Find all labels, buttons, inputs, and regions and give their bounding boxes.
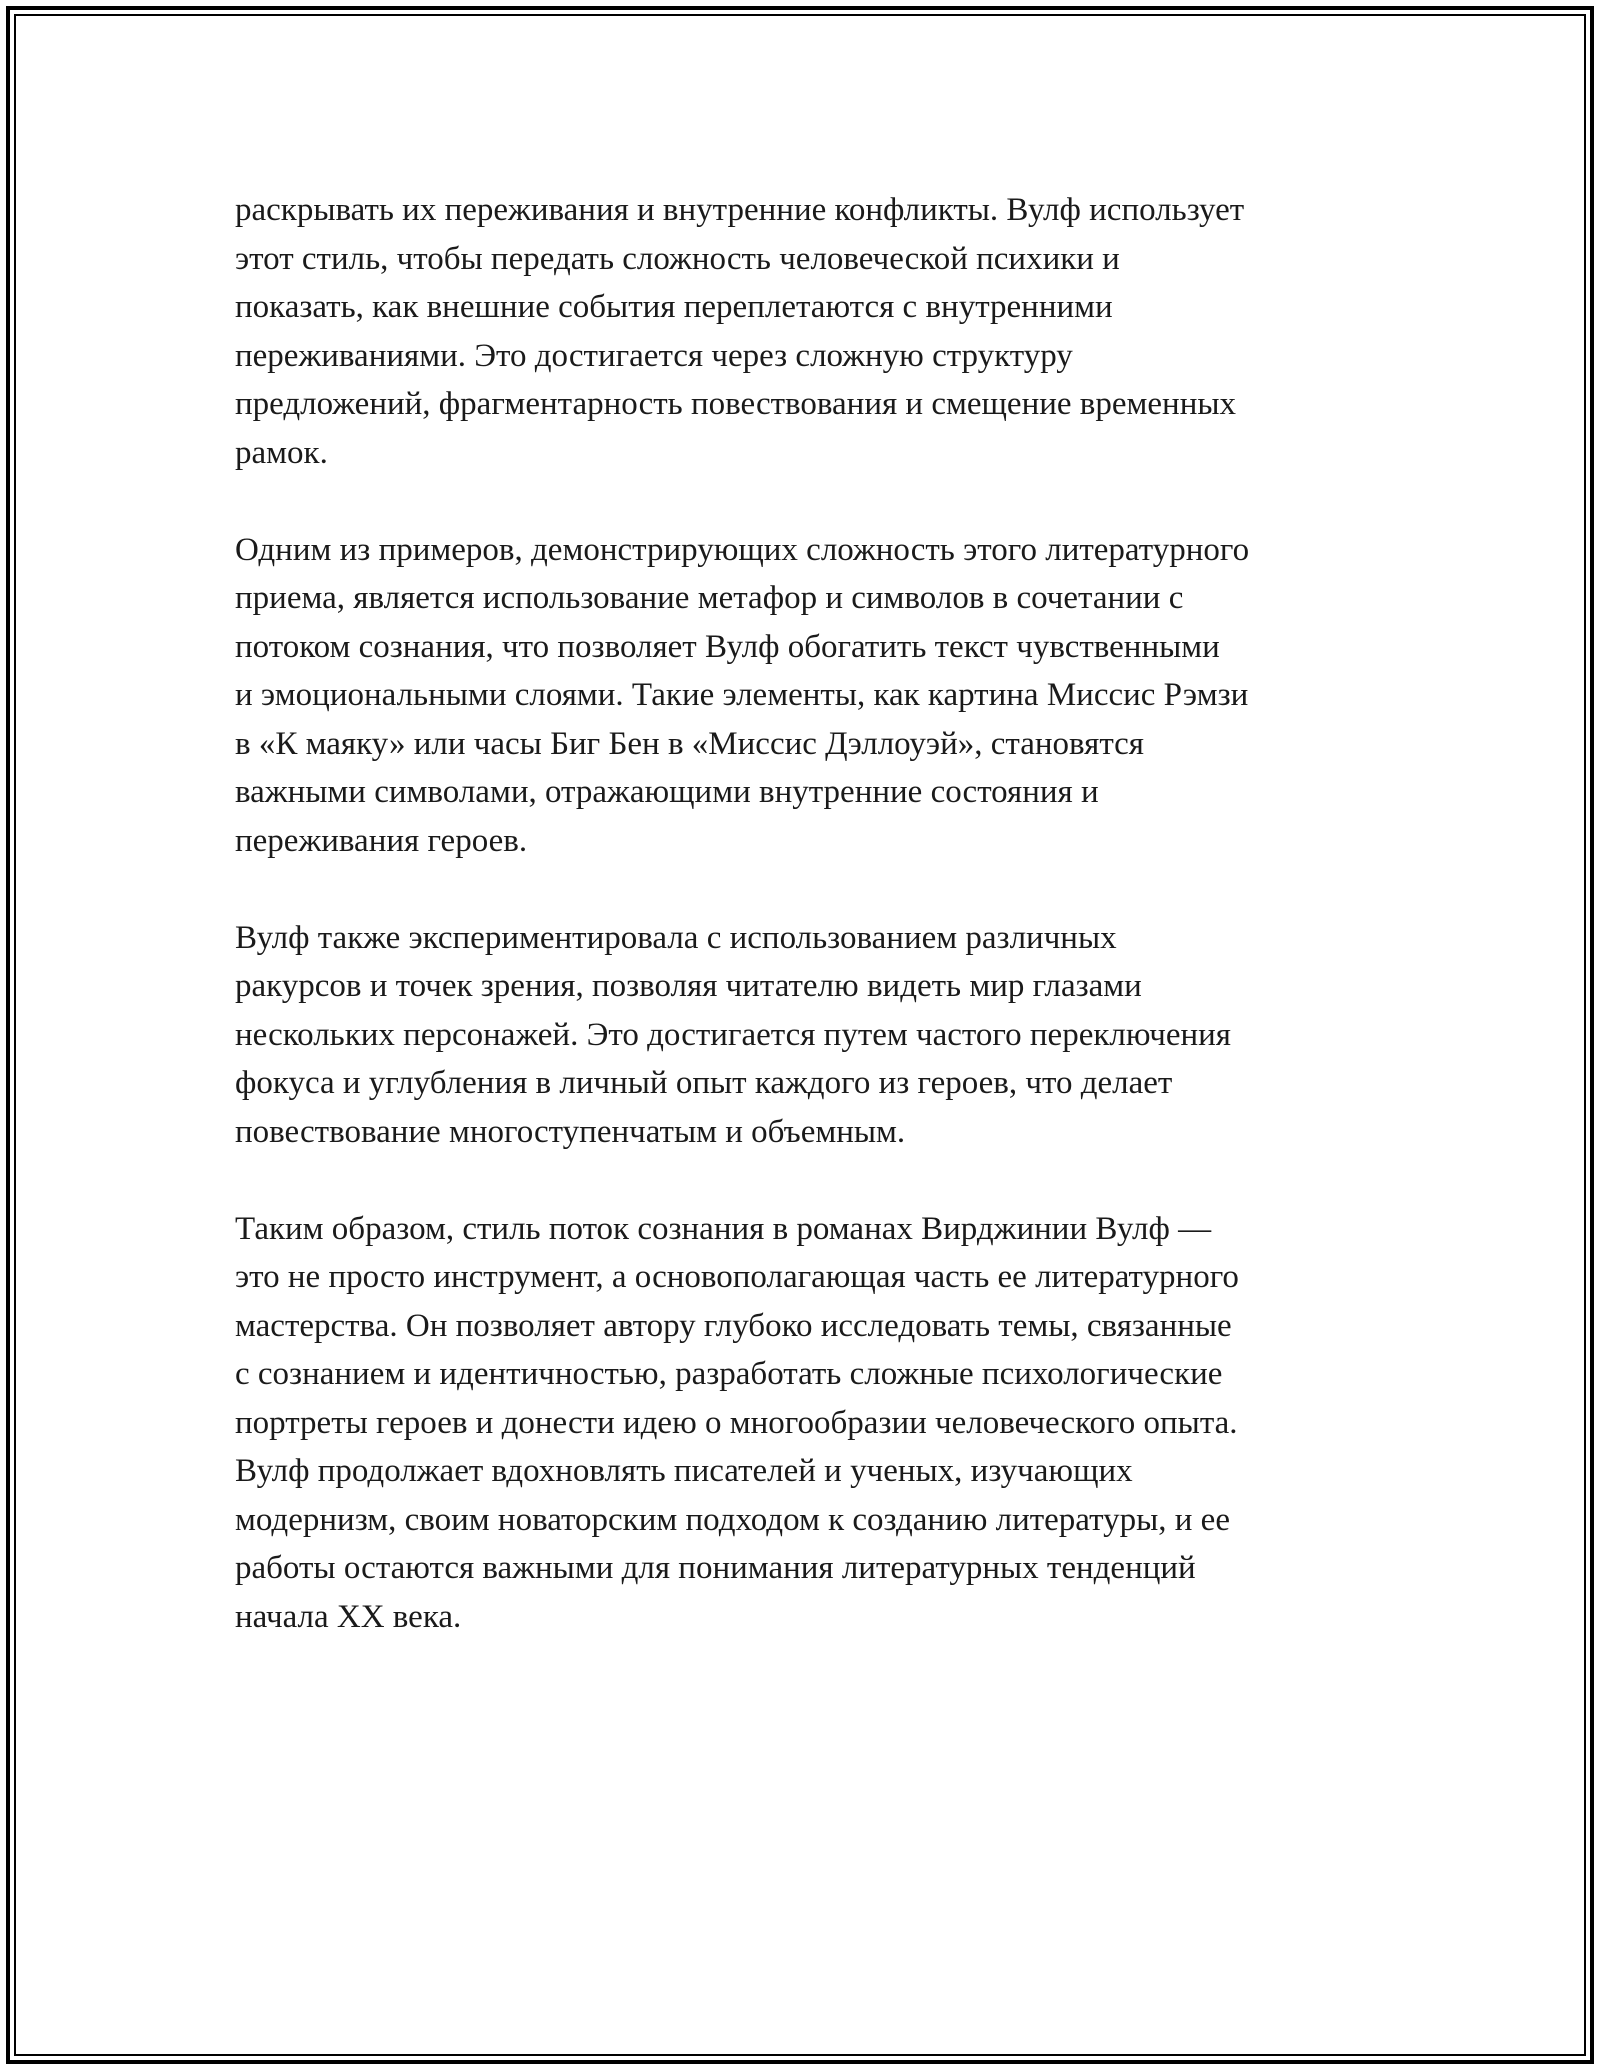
text-line: портреты героев и донести идею о многообразии человеческого опыта. xyxy=(235,1404,1238,1441)
text-line: Вулф продолжает вдохновлять писателей и ученых, изучающих xyxy=(235,1453,1133,1489)
text-line: повествование многоступенчатым и объемным. xyxy=(235,1113,906,1150)
text-line: с сознанием и идентичностью, разработать сложные психологические xyxy=(235,1356,1223,1392)
text-line: нескольких персонажей. Это достигается путем частого переключения xyxy=(235,1016,1231,1053)
text-line: мастерства. Он позволяет автору глубоко исследовать темы, связанные xyxy=(235,1307,1232,1344)
text-line: работы остаются важными для понимания литературных тенденций xyxy=(235,1550,1196,1586)
paragraph-2 xyxy=(235,526,1375,866)
text-line: предложений, фрагментарность повествования и смещение временных xyxy=(235,386,1237,422)
text-line: это не просто инструмент, а основополагающая часть ее литературного xyxy=(235,1259,1239,1295)
text-line: в «К маяку» или часы Биг Бен в «Миссис Дэллоуэй», становятся xyxy=(235,725,1144,762)
text-line: потоком сознания, что позволяет Вулф обогатить текст чувственными xyxy=(235,628,1220,665)
text-line: Вулф также экспериментировала с использованием различных xyxy=(235,919,1117,956)
text-line: раскрывать их переживания и внутренние конфликты. Вулф использует xyxy=(235,192,1245,228)
text-line: Таким образом, стиль поток сознания в романах Вирджинии Вулф — xyxy=(235,1210,1212,1247)
text-line: рамок. xyxy=(235,434,328,471)
text-line: и эмоциональными слоями. Такие элементы, как картина Миссис Рэмзи xyxy=(235,677,1249,713)
text-line: переживания героев. xyxy=(235,822,528,859)
text-line: модернизм, своим новаторским подходом к созданию литературы, и ее xyxy=(235,1501,1230,1538)
text-line: ракурсов и точек зрения, позволяя читателю видеть мир глазами xyxy=(235,968,1142,1004)
text-line: Одним из примеров, демонстрирующих сложность этого литературного xyxy=(235,531,1250,568)
text-line: переживаниями. Это достигается через сложную структуру xyxy=(235,337,1073,374)
document-body xyxy=(235,186,1375,1690)
text-line: этот стиль, чтобы передать сложность человеческой психики и xyxy=(235,240,1120,277)
text-line: показать, как внешние события переплетаются с внутренними xyxy=(235,289,1113,325)
text-line: важными символами, отражающими внутренние состояния и xyxy=(235,774,1099,810)
paragraph-1 xyxy=(235,186,1375,477)
paragraph-4 xyxy=(235,1205,1375,1642)
text-line: фокуса и углубления в личный опыт каждого из героев, что делает xyxy=(235,1065,1173,1101)
paragraph-3 xyxy=(235,914,1375,1157)
text-line: приема, является использование метафор и символов в сочетании с xyxy=(235,580,1184,616)
text-line: начала XX века. xyxy=(235,1598,462,1635)
